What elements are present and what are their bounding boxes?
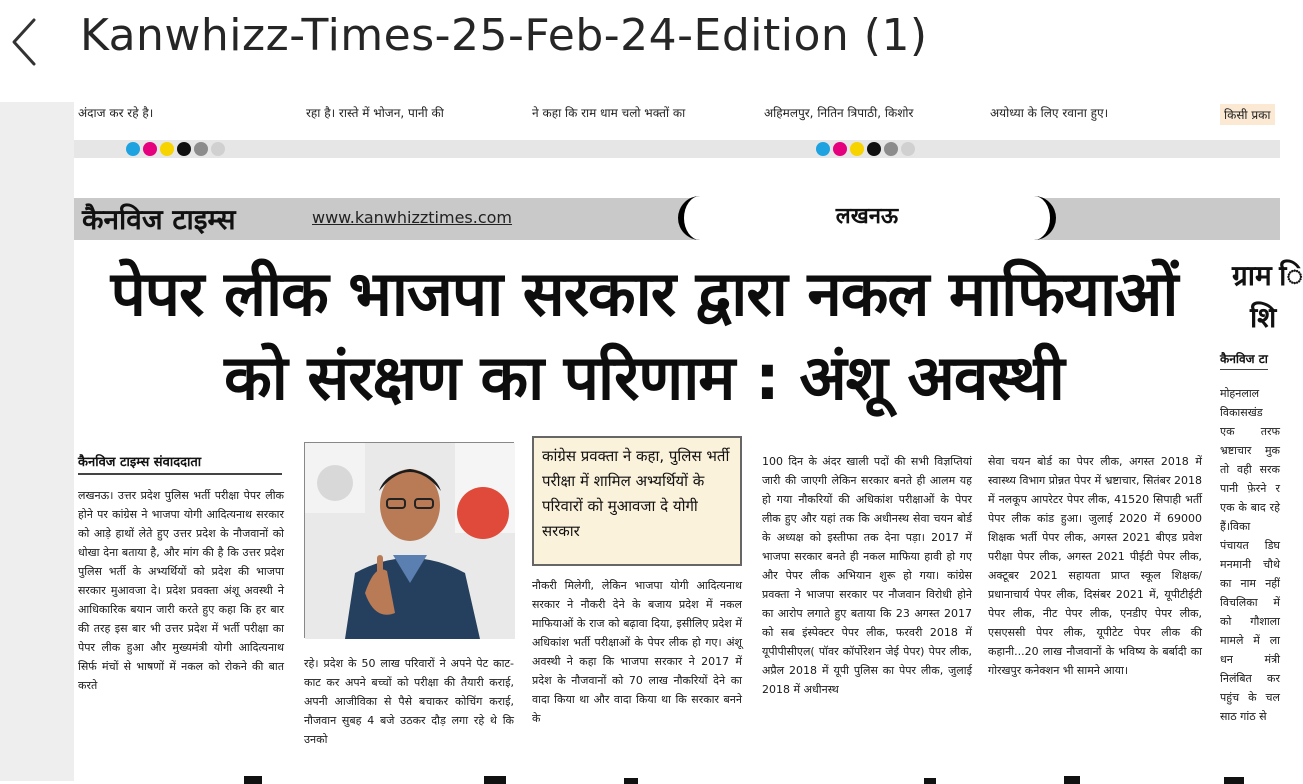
masthead-bar [74,198,1280,240]
prev-page-text: रहा है। रास्ते में भोजन, पानी की [306,106,444,120]
article-column-1: लखनऊ। उत्तर प्रदेश पुलिस भर्ती परीक्षा पेपर लीक होने पर कांग्रेस ने भाजपा योगी आदित्यनाथ सरकार को आड़े हाथों लेते हुए उत्तर प्रदेश के नौजवानों को धोखा देना बताया है, और मांग की है कि उत्तर प्रदेश पुलिस भर्ती के अभ्यर्थियों को प्रदेश की भाजपा सरकार मुआवजा दे। प्रदेश प्रवक्ता अंशू अवस्थी ने आधिकारिक बयान जारी करते हुए कहा कि हर बार की तरह इस बार भी उत्तर प्रदेश में भर्ती परीक्षा का पेपर लीक हुआ और मुख्यमंत्री योगी आदित्यनाथ सिर्फ मंचों से भाषणों में नकल को रोकने की बात करते [78,489,284,692]
registration-dot [126,142,140,156]
article-column-2: रहे। प्रदेश के 50 लाख परिवारों ने अपने पेट काट-काट कर अपने बच्चों को परीक्षा की तैयारी कराई, अपनी आजीविका से पैसे बचाकर कोचिंग कराई, नौजवान सुबह 4 बजे उठकर दौड़ लगा रहे थे कि उनको [304,657,514,746]
prev-page-text: अंदाज कर रहे है। [78,106,154,120]
masthead-name: कैनविज टाइम्स [82,203,236,236]
registration-dot [901,142,915,156]
spokesperson-photo [304,442,514,638]
newspaper-page [74,102,1303,781]
side-story-headline: शि [1250,301,1277,334]
document-viewer[interactable] [0,102,1303,781]
registration-dot [160,142,174,156]
registration-dot [816,142,830,156]
article-column-5: सेवा चयन बोर्ड का पेपर लीक, अगस्त 2018 में स्वास्थ्य विभाग प्रोन्नत पेपर में भ्रष्टाचार, सितंबर 2018 में नलकूप आपरेटर पेपर लीक, 41520 सिपाही भर्ती पेपर लीक कांड हुआ। जुलाई 2020 में 69000 शिक्षक भर्ती पेपर लीक, अगस्त 2021 बीएड प्रवेश परीक्षा पेपर लीक, अगस्त 2021 पीईटी पेपर लीक, अक्टूबर 2021 सहायता प्राप्त स्कूल शिक्षक/प्रधानाचार्य पेपर लीक, दिसंबर 2021 में, यूपीटीईटी पेपर लीक, नीट पेपर लीक, एनडीए पेपर लीक, एसएससी पेपर लीक, यूपीटेट पेपर लीक की कहानी...20 लाख नौजवानों के भविष्य के बर्बादी का गोरखपुर कनेक्शन भी सामने आया। [988,455,1202,677]
prev-page-text: किसी प्रका [1220,104,1275,125]
registration-dot [211,142,225,156]
city-label: लखनऊ [835,204,899,229]
registration-dot [143,142,157,156]
pull-quote: कांग्रेस प्रवक्ता ने कहा, पुलिस भर्ती परीक्षा में शामिल अभ्यर्थियों के परिवारों को मुआवजा दे योगी सरकार [532,436,742,566]
article-byline: कैनविज टाइम्स संवाददाता [78,452,282,475]
masthead-url: www.kanwhizztimes.com [312,208,513,227]
prev-page-text: ने कहा कि राम धाम चलो भक्तों का [532,106,686,120]
headline-line-2: को संरक्षण का परिणाम : अंशू अवस्थी [224,341,1064,414]
registration-marks [816,142,915,156]
side-story-byline: कैनविज टा [1220,350,1268,370]
article-column-4: 100 दिन के अंदर खाली पदों की सभी विज्ञप्तियां जारी की जाएगी लेकिन सरकार बनते ही आलम यह हो गया नौकरियों की अधिकांश परीक्षाओं के पेपर लीक हुए और यहां तक कि अधीनस्थ सेवा चयन बोर्ड के अध्यक्ष को इस्तीफा तक देना पड़ा। 2017 में भाजपा सरकार बनते ही नकल माफिया हावी हो गए और पेपर लीक अभियान शुरू हो गया। कांग्रेस प्रवक्ता ने भाजपा सरकार पर नौजवान विरोधी होने का आरोप लगाते हुए बताया कि 23 अगस्त 2017 को सब इंस्पेक्टर पेपर लीक, फरवरी 2018 में यूपीपीसीएल( पॉवर कॉर्पोरेशन जेई पेपर) पेपर लीक, अप्रैल 2018 में यूपी पुलिस का पेपर लीक, जुलाई 2018 में अधीनस्थ [762,455,972,696]
registration-bar [74,140,1280,158]
person-photo-icon [305,443,515,639]
prev-page-text: अहिमलपुर, नितिन त्रिपाठी, किशोर [764,106,914,120]
back-button[interactable] [4,10,44,70]
registration-marks [126,142,225,156]
registration-dot [177,142,191,156]
registration-dot [867,142,881,156]
side-story-text: मोहनलाल विकासखंड एक तरफ भ्रष्टाचार मुक तो वही सरक पानी फ़ेरने र एक के बाद रहे हैं।विका पंचायत डिघ मनमानी चौथे का नाम नहीं विचलिका में को गौशाला मामले में ला धन मंत्री निलंबित कर पहुंच के चल साठ गांठ से [1220,387,1280,723]
city-label-box [678,196,1056,240]
registration-dot [194,142,208,156]
app-bar [0,0,1280,102]
headline-line-1: पेपर लीक भाजपा सरकार द्वारा नकल माफियाओं [110,257,1178,330]
side-story-headline: ग्राम ि [1232,259,1303,292]
document-title: Kanwhizz-Times-25-Feb-24-Edition (1) [80,10,928,61]
prev-page-text: अयोध्या के लिए रवाना हुए। [990,106,1109,120]
registration-dot [884,142,898,156]
registration-dot [850,142,864,156]
article-column-3: नौकरी मिलेगी, लेकिन भाजपा योगी आदित्यनाथ सरकार ने नौकरी देने के बजाय प्रदेश में नकल माफियाओं के राज को बढ़ावा दिया, इसीलिए प्रदेश में अधिकांश भर्ती परीक्षाओं के पेपर लीक हो गए। अंशू अवस्थी ने कहा कि भाजपा सरकार ने 2017 में प्रदेश के नौजवानों को 70 लाख नौकरियों देने का वादा किया था और वादा किया था कि सरकार बनने के [532,579,742,725]
chevron-left-icon[interactable] [4,10,44,70]
registration-dot [833,142,847,156]
next-headline-fragment [164,770,1264,784]
